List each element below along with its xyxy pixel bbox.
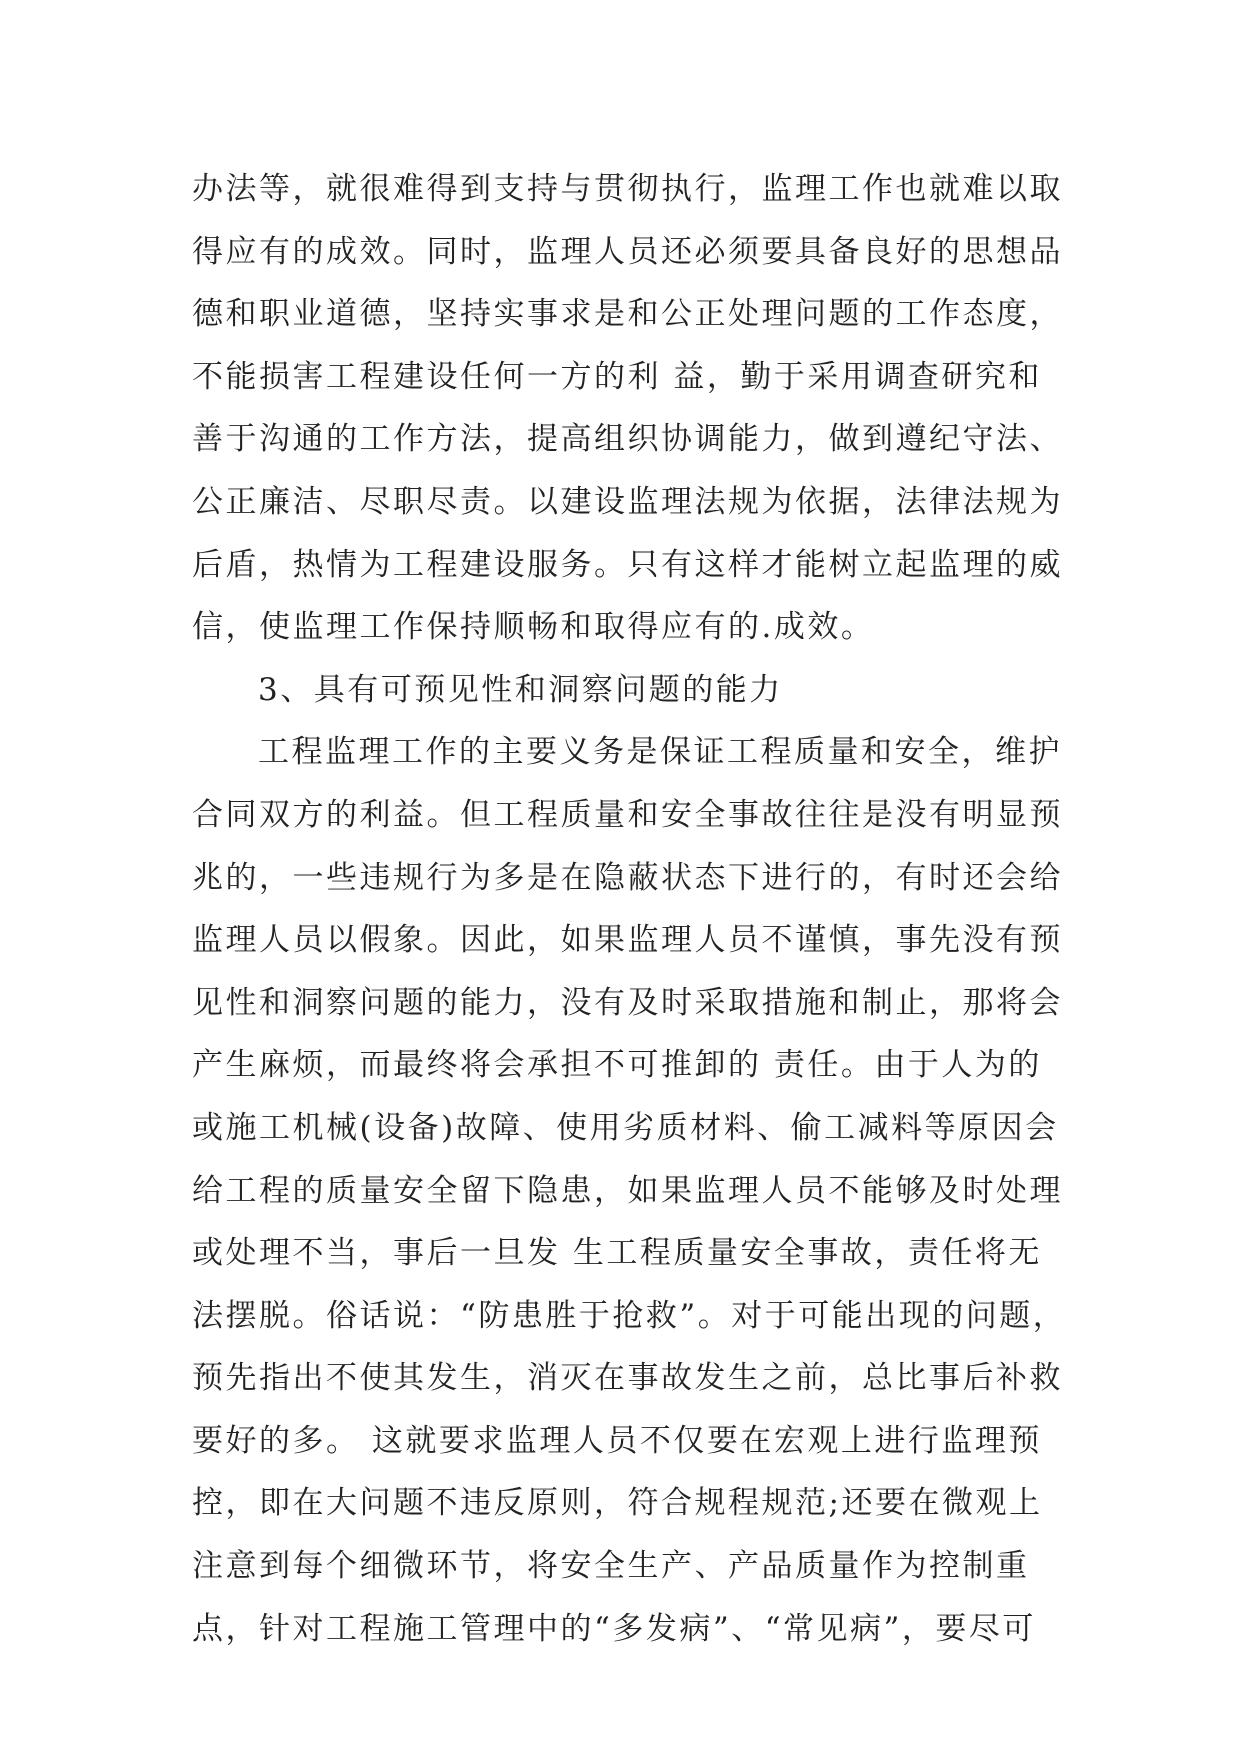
text-line: 法摆脱。俗话说：“防患胜于抢救”。对于可能出现的问题，	[192, 1297, 1067, 1334]
text-line: 见性和洞察问题的能力，没有及时采取措施和制止，那将会	[192, 984, 1063, 1021]
text-line: 或施工机械(设备)故障、使用劣质材料、偷工减料等原因会	[192, 1109, 1059, 1146]
text-line: 注意到每个细微环节，将安全生产、产品质量作为控制重	[192, 1548, 1030, 1585]
text-line: 后盾，热情为工程建设服务。只有这样才能树立起监理的威	[192, 546, 1063, 583]
body-text	[192, 158, 1072, 1660]
text-line: 给工程的质量安全留下隐患，如果监理人员不能够及时处理	[192, 1172, 1063, 1209]
text-line: 合同双方的利益。但工程质量和安全事故往往是没有明显预	[192, 796, 1063, 833]
text-line: 预先指出不使其发生，消灭在事故发生之前，总比事后补救	[192, 1360, 1063, 1397]
text-line: 公正廉洁、尽职尽责。以建设监理法规为依据，法律法规为	[192, 483, 1063, 520]
text-line: 不能损害工程建设任何一方的利 益，勤于采用调查研究和	[192, 358, 1042, 395]
text-line: 产生麻烦，而最终将会承担不可推卸的 责任。由于人为的	[192, 1047, 1042, 1084]
text-line: 兆的，一些违规行为多是在隐蔽状态下进行的，有时还会给	[192, 859, 1063, 896]
paragraph-first-line: 工程监理工作的主要义务是保证工程质量和安全，维护	[258, 734, 1062, 771]
text-line: 点，针对工程施工管理中的“多发病”、“常见病”，要尽可	[192, 1610, 1036, 1647]
text-line: 得应有的成效。同时，监理人员还必须要具备良好的思想品	[192, 233, 1063, 270]
text-line: 德和职业道德，坚持实事求是和公正处理问题的工作态度，	[192, 296, 1063, 333]
text-line: 信，使监理工作保持顺畅和取得应有的.成效。	[192, 609, 875, 646]
text-line: 善于沟通的工作方法，提高组织协调能力，做到遵纪守法、	[192, 421, 1063, 458]
text-line: 要好的多。 这就要求监理人员不仅要在宏观上进行监理预	[192, 1422, 1042, 1459]
text-line: 控，即在大问题不违反原则，符合规程规范;还要在微观上	[192, 1485, 1043, 1522]
section-heading: 3、具有可预见性和洞察问题的能力	[258, 671, 783, 708]
text-line: 或处理不当，事后一旦发 生工程质量安全事故，责任将无	[192, 1235, 1042, 1272]
text-line: 办法等，就很难得到支持与贯彻执行，监理工作也就难以取	[192, 171, 1063, 207]
text-line: 监理人员以假象。因此，如果监理人员不谨慎，事先没有预	[192, 922, 1063, 959]
